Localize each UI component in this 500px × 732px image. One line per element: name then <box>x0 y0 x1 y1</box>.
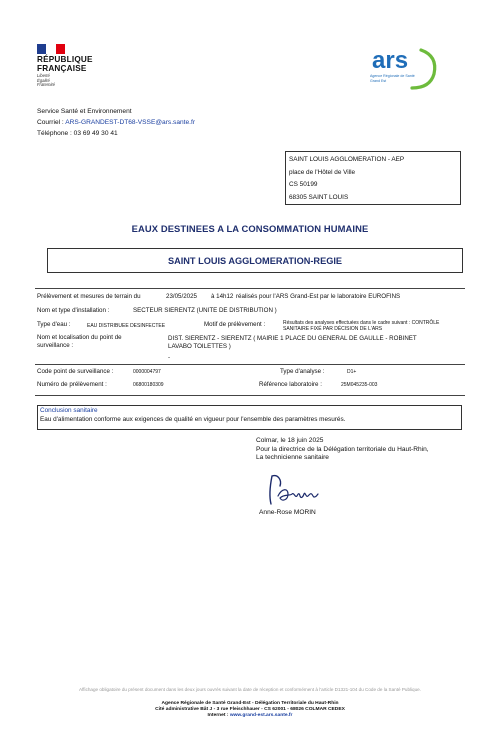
ref-label: Référence laboratoire : <box>259 381 322 388</box>
ref-value: 25M045235-003 <box>341 382 378 388</box>
svg-text:Agence Régionale de Santé: Agence Régionale de Santé <box>370 74 415 78</box>
conclusion-box <box>37 405 462 430</box>
conclusion-text: Eau d'alimentation conforme aux exigences de qualité en vigueur pour l'ensemble des paramètres mesurés. <box>40 416 346 423</box>
french-flag-icon <box>37 44 65 54</box>
prelev-label: Prélèvement et mesures de terrain du <box>37 293 141 300</box>
point-value: DIST. SIERENTZ - SIERENTZ ( MAIRIE 1 PLACE DU GENERAL DE GAULLE - ROBINET LAVABO TOILETTES ) - <box>168 335 417 361</box>
code-value: 0000004797 <box>133 369 161 375</box>
republique-francaise-logo: RÉPUBLIQUE FRANÇAISE <box>37 55 93 73</box>
email-link[interactable]: ARS-GRANDEST-DT68-VSSE@ars.sante.fr <box>65 119 196 126</box>
divider <box>35 364 465 365</box>
divider <box>35 288 465 289</box>
recipient-address-box: SAINT LOUIS AGGLOMERATION - AEP place de l'Hôtel de Ville CS 50199 68305 SAINT LOUIS <box>285 151 461 205</box>
document-title: EAUX DESTINEES A LA CONSOMMATION HUMAINE <box>131 223 369 234</box>
svg-text:ars: ars <box>372 47 409 74</box>
email-line: Courriel : ARS-GRANDEST-DT68-VSSE@ars.sante.fr <box>37 119 196 126</box>
handwritten-signature <box>262 470 332 508</box>
eau-value: EAU DISTRIBUEE DESINFECTEE <box>87 323 166 329</box>
signatory-delegation: Pour la directrice de la Délégation territoriale du Haut-Rhin, <box>256 445 429 453</box>
code-label: Code point de surveillance : <box>37 368 114 375</box>
install-label: Nom et type d'installation : <box>37 307 110 314</box>
signer-name: Anne-Rose MORIN <box>259 509 316 516</box>
conclusion-heading: Conclusion sanitaire <box>40 407 98 414</box>
contact-block <box>37 106 195 139</box>
motif-value: Résultats des analyses effectuées dans le cadre suivant : CONTRÔLE SANITAIRE FIXÉ PAR DÉCISION DE L'ARS <box>283 320 440 332</box>
svg-text:Grand Est: Grand Est <box>370 79 387 83</box>
num-value: 06800180309 <box>133 382 164 388</box>
analyse-label: Type d'analyse : <box>280 368 325 375</box>
prelev-by: réalisés pour l'ARS Grand-Est par le laboratoire EUROFINS <box>236 293 401 300</box>
point-label: Nom et localisation du point de surveillance : <box>37 334 122 349</box>
footer-note: Affichage obligatoire du présent document dans les deux jours ouvrés suivant la date de réception et conformément à l'article D1321-104 du Code de la Santé Publique. <box>79 687 421 692</box>
motif-label: Motif de prélèvement : <box>204 321 266 328</box>
phone-line: Téléphone : 03 69 49 30 41 <box>37 130 118 137</box>
analyse-value: D1+ <box>347 369 357 375</box>
site-name-box: SAINT LOUIS AGGLOMERATION-REGIE <box>47 248 463 273</box>
signature-block <box>256 437 429 463</box>
signatory-role: La technicienne sanitaire <box>256 454 329 461</box>
footer: Agence Régionale de Santé Grand-Est - Délégation Territoriale du Haut-Rhin Cité administrative Bât J - 3 rue Fleischhauer - CS 62001 - 68026 COLMAR CEDEX Internet : www.grand-est.ars.sante.fr <box>155 701 345 718</box>
service-name: Service Santé et Environnement <box>37 108 132 115</box>
website-link[interactable]: www.grand-est.ars.sante.fr <box>229 713 293 718</box>
divider <box>35 395 465 396</box>
place-date: Colmar, le 18 juin 2025 <box>256 437 324 444</box>
prelev-time: à 14h12 <box>211 293 234 300</box>
install-value: SECTEUR SIERENTZ (UNITE DE DISTRIBUTION ) <box>133 307 277 314</box>
rf-motto: Liberté Égalité Fraternité <box>37 73 55 88</box>
ars-logo <box>366 44 446 94</box>
num-label: Numéro de prélèvement : <box>37 381 107 388</box>
prelev-date: 23/05/2025 <box>166 293 197 300</box>
eau-label: Type d'eau : <box>37 321 71 328</box>
